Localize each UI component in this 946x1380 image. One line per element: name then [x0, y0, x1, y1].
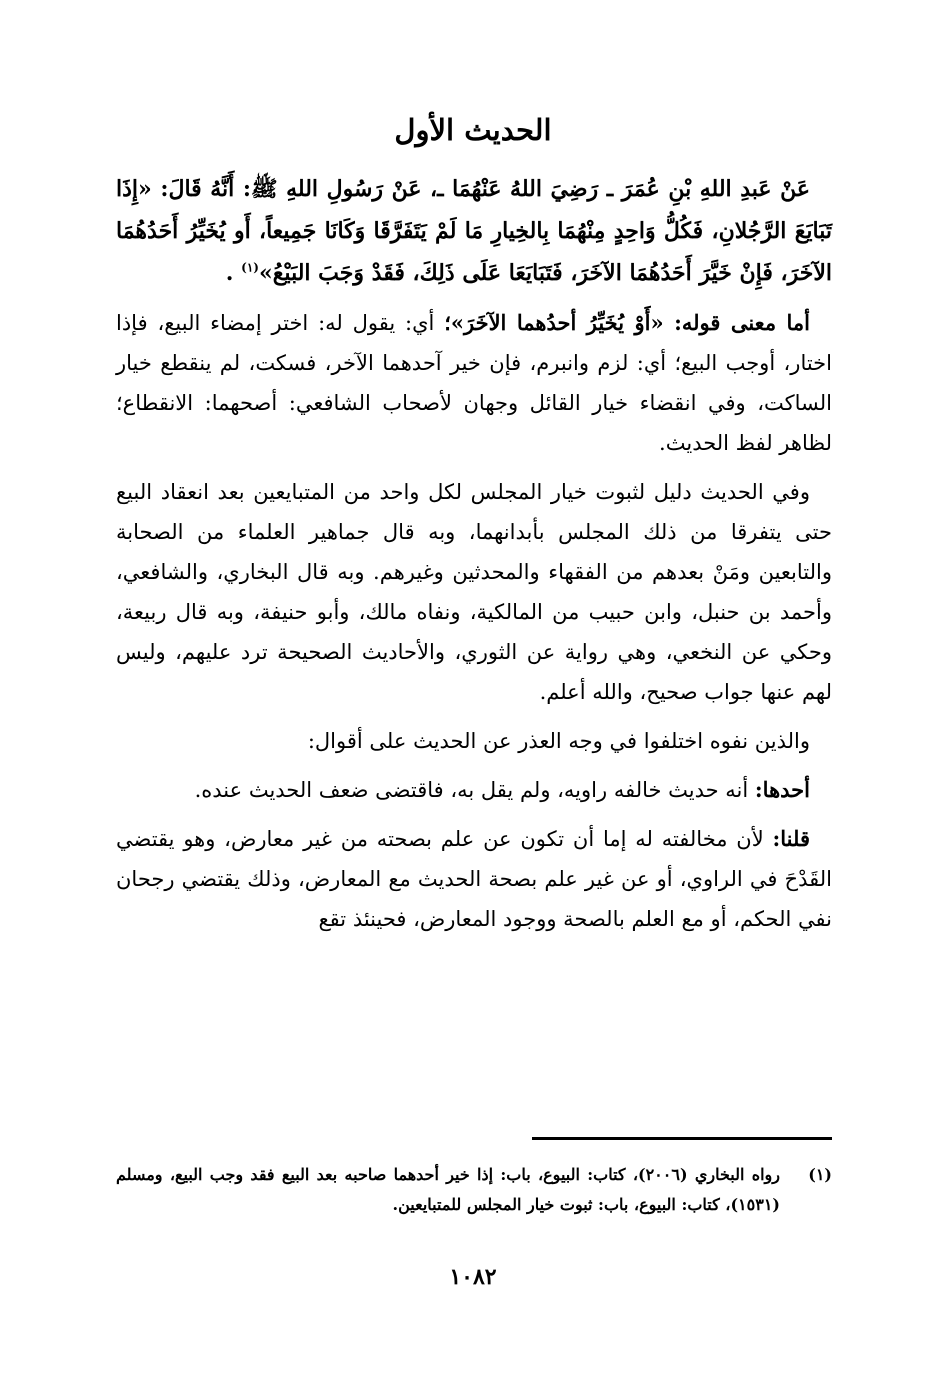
footnote: [116, 1160, 832, 1220]
hadith-text: عَنْ عَبدِ اللهِ بْنِ عُمَرَ ـ رَضِيَ اللهُ عَنْهُمَا ـ، عَنْ رَسُولِ اللهِ ﷺ: أَنَّهُ قَالَ: «إِذَا تَبَايَعَ الرَّجُلانِ، فَكُلُّ وَاحِدٍ مِنْهُمَا بِالخِيارِ مَا لَمْ يَتَفَرَّقَا وَكَانَا جَمِيعاً، أَو يُخَيِّرُ أَحَدُهُمَا الآخَرَ، فَإِنْ خَيَّرَ أَحَدُهُمَا الآخَرَ، فَتَبَايَعَا عَلَى ذَلِكَ، فَقَدْ وَجَبَ البَيْعُ»: [116, 176, 832, 286]
paragraph-lead: قلنا:: [772, 826, 810, 851]
paragraph-lead: أحدها:: [754, 777, 810, 802]
hadith-paragraph: [116, 168, 832, 294]
page-number: ١٠٨٢: [449, 1264, 497, 1290]
paragraph-response: [116, 819, 832, 939]
footnote-marker: (١): [808, 1165, 832, 1184]
footnote-separator: [532, 1137, 832, 1140]
paragraph-text: والذين نفوه اختلفوا في وجه العذر عن الحديث على أقوال:: [307, 729, 810, 753]
paragraph-first-opinion: [116, 770, 832, 810]
paragraph-text: أي: يقول له: اختر إمضاء البيع، فإذا اختار، أوجب البيع؛ أي: لزم وانبرم، فإن خير آحدهما الآخر، فسكت، لم ينقطع خيار الساكت، وفي انقضاء خيار القائل وجهان لأصحاب الشافعي: أصحهما: الانقطاع؛ لظاهر لفظ الحديث.: [116, 311, 832, 455]
main-text: [116, 168, 832, 948]
paragraph-lead: أما معنى قوله: «أَوْ يُخَيِّرُ أحدُهما الآخَرَ»؛: [444, 310, 811, 335]
paragraph-opinions: [116, 721, 832, 761]
footnote-reference: (١): [241, 260, 259, 275]
paragraph-meaning: [116, 303, 832, 463]
paragraph-text: لأن مخالفته له إما أن تكون عن علم بصحته من غير معارض، وهو يقتضي القَدْحَ في الراوي، أو عن غير علم بصحة الحديث مع المعارض، وذلك يقتضي رجحان نفي الحكم، أو مع العلم بالصحة ووجود المعارض، فحينئذ تقع: [116, 827, 832, 931]
hadith-end: .: [225, 260, 234, 286]
paragraph-text: وفي الحديث دليل لثبوت خيار المجلس لكل واحد من المتبايعين بعد انعقاد البيع حتى يتفرقا من ذلك المجلس بأبدانهما، وبه قال جماهير العلماء من الصحابة والتابعين ومَنْ بعدهم من الفقهاء والمحدثين وغيرهم. وبه قال البخاري، والشافعي، وأحمد بن حنبل، وابن حبيب من المالكية، ونفاه مالك، وأبو حنيفة، وبه قال ربيعة، وحكي عن النخعي، وهي رواية عن الثوري، والأحاديث الصحيحة ترد عليهم، وليس لهم عنها جواب صحيح، والله أعلم.: [116, 480, 832, 704]
paragraph-evidence: [116, 472, 832, 712]
paragraph-text: أنه حديث خالفه راويه، ولم يقل به، فاقتضى ضعف الحديث عنده.: [194, 778, 755, 802]
page-title: الحديث الأول: [394, 113, 552, 147]
footnote-text: رواه البخاري (٢٠٠٦)، كتاب: البيوع، باب: إذا خير أحدهما صاحبه بعد البيع فقد وجب البيع، ومسلم (١٥٣١)، كتاب: البيوع، باب: ثبوت خيار المجلس للمتبايعين.: [116, 1165, 780, 1214]
